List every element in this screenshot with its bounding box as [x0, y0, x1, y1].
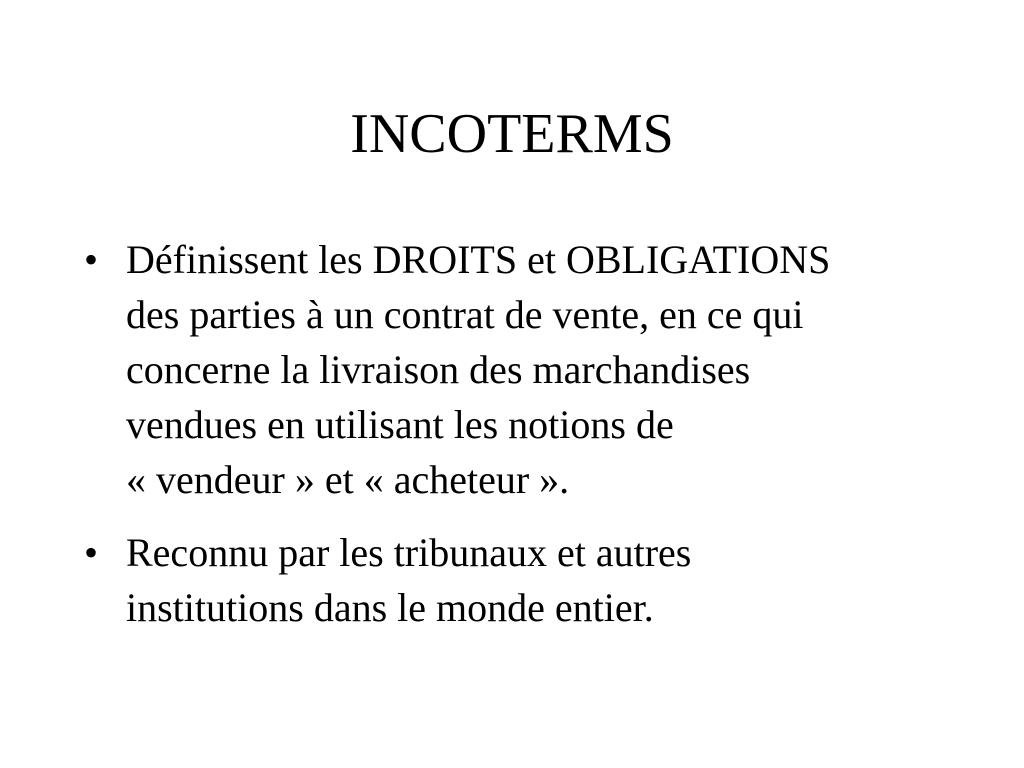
bullet-item [84, 525, 954, 635]
bullet-point-icon: • [84, 237, 99, 282]
bullet-text-line: des parties à un contrat de vente, en ce qui [126, 292, 804, 337]
bullet-text-line: institutions dans le monde entier. [126, 585, 654, 630]
bullet-text-line: vendues en utilisant les notions de [126, 402, 674, 447]
bullet-point-icon: • [84, 530, 99, 575]
bullet-text-line: « vendeur » et « acheteur ». [126, 457, 570, 502]
bullet-text-line: Définissent les DROITS et OBLIGATIONS [126, 237, 831, 282]
bullet-item [84, 232, 954, 507]
bullet-list [84, 232, 954, 653]
bullet-text-line: concerne la livraison des marchandises [126, 347, 751, 392]
bullet-text-line: Reconnu par les tribunaux et autres [126, 530, 692, 575]
slide-title: INCOTERMS [350, 103, 674, 165]
